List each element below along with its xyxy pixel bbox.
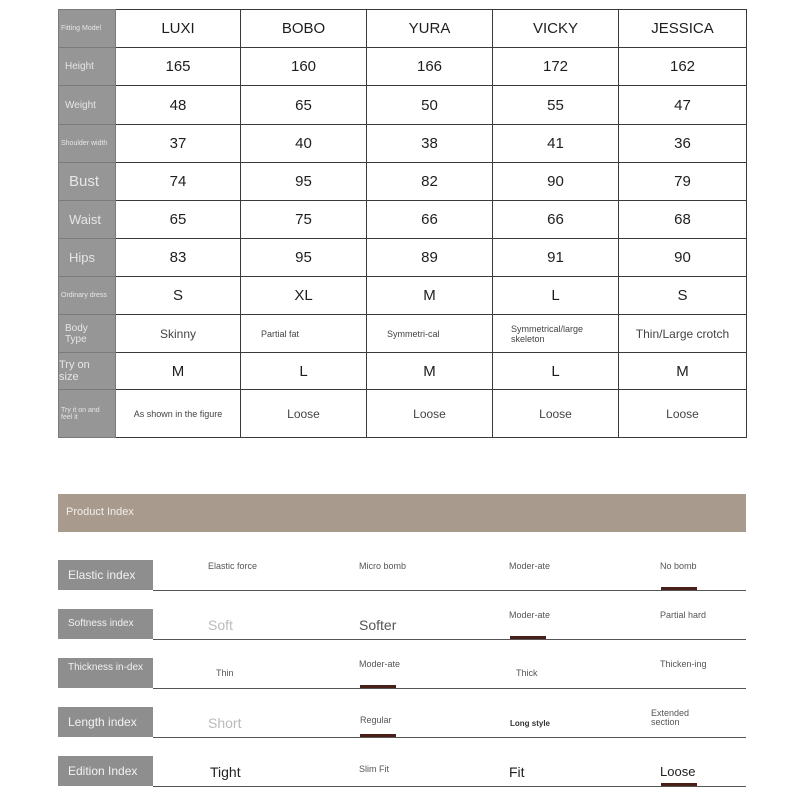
softness-index-row — [58, 609, 746, 641]
row-label: Ordinary dress — [59, 277, 116, 315]
model-name: BOBO — [241, 10, 367, 48]
index-option: Slim Fit — [359, 764, 389, 774]
table-cell: M — [619, 353, 747, 390]
table-cell: L — [493, 277, 619, 315]
table-cell: 82 — [367, 163, 493, 201]
index-option: Softer — [359, 617, 397, 633]
table-cell: Loose — [493, 390, 619, 438]
table-row — [59, 125, 747, 163]
table-cell: 162 — [619, 48, 747, 86]
table-cell: 74 — [116, 163, 241, 201]
row-label: Try on size — [59, 353, 116, 390]
index-option: Regular — [360, 715, 392, 725]
table-cell: 91 — [493, 239, 619, 277]
index-option: Partial hard — [660, 610, 707, 620]
index-option: Micro bomb — [359, 561, 407, 571]
table-cell: 40 — [241, 125, 367, 163]
index-option: Loose — [660, 764, 696, 779]
table-cell: 95 — [241, 163, 367, 201]
model-name: VICKY — [493, 10, 619, 48]
index-rule — [153, 688, 746, 689]
index-option: Moder-ate — [509, 561, 551, 571]
table-cell: 90 — [493, 163, 619, 201]
table-cell: 41 — [493, 125, 619, 163]
index-rule — [153, 639, 746, 640]
index-label: Elastic index — [58, 560, 153, 590]
table-cell: 79 — [619, 163, 747, 201]
table-cell: 50 — [367, 86, 493, 125]
index-rule — [153, 737, 746, 738]
model-name: JESSICA — [619, 10, 747, 48]
table-row — [59, 315, 747, 353]
table-cell: 75 — [241, 201, 367, 239]
table-row — [59, 277, 747, 315]
thickness-index-row — [58, 658, 746, 690]
table-row — [59, 163, 747, 201]
table-row — [59, 201, 747, 239]
row-label: Weight — [59, 86, 116, 125]
table-header-row — [59, 10, 747, 48]
table-cell: Loose — [241, 390, 367, 438]
table-cell: 90 — [619, 239, 747, 277]
table-cell: M — [367, 353, 493, 390]
index-option: Thicken-ing — [660, 659, 707, 669]
table-row — [59, 353, 747, 390]
corner-label: Fitting Model — [59, 10, 116, 48]
table-cell: Symmetri-cal — [367, 315, 493, 353]
index-option: Thick — [516, 668, 538, 678]
elastic-index-row — [58, 560, 746, 592]
table-row — [59, 239, 747, 277]
product-index-banner — [58, 494, 746, 532]
index-option: Moder-ate — [359, 659, 401, 669]
row-label: Body Type — [59, 315, 116, 353]
table-row — [59, 86, 747, 125]
table-cell: 160 — [241, 48, 367, 86]
table-cell: L — [241, 353, 367, 390]
row-label: Height — [59, 48, 116, 86]
row-label: Hips — [59, 239, 116, 277]
index-option: No bomb — [660, 561, 697, 571]
table-cell: L — [493, 353, 619, 390]
table-cell: 37 — [116, 125, 241, 163]
table-cell: 68 — [619, 201, 747, 239]
index-label: Thickness in-dex — [58, 658, 153, 688]
table-cell: As shown in the figure — [116, 390, 241, 438]
index-option: Fit — [509, 764, 525, 780]
table-cell: Skinny — [116, 315, 241, 353]
index-label: Softness index — [58, 609, 153, 639]
product-index-title: Product Index — [66, 506, 134, 518]
fitting-model-table — [58, 9, 747, 438]
table-cell: 65 — [116, 201, 241, 239]
model-name: YURA — [367, 10, 493, 48]
table-cell: 89 — [367, 239, 493, 277]
index-option: Soft — [208, 617, 233, 633]
index-option: Long style — [510, 719, 551, 728]
table-row — [59, 48, 747, 86]
index-label: Length index — [58, 707, 153, 737]
model-name: LUXI — [116, 10, 241, 48]
index-label: Edition Index — [58, 756, 153, 786]
edition-index-row — [58, 756, 746, 788]
length-index-row — [58, 707, 746, 739]
table-cell: S — [619, 277, 747, 315]
table-cell: 55 — [493, 86, 619, 125]
table-cell: S — [116, 277, 241, 315]
row-label: Shoulder width — [59, 125, 116, 163]
table-cell: 65 — [241, 86, 367, 125]
table-cell: 166 — [367, 48, 493, 86]
table-cell: Symmetrical/large skeleton — [493, 315, 619, 353]
row-label: Waist — [59, 201, 116, 239]
index-option: Tight — [210, 764, 241, 780]
table-cell: 66 — [493, 201, 619, 239]
table-cell: 83 — [116, 239, 241, 277]
row-label: Bust — [59, 163, 116, 201]
index-option: Moder-ate — [509, 610, 551, 620]
table-cell: Loose — [619, 390, 747, 438]
index-option: Thin — [216, 668, 234, 678]
index-rule — [153, 786, 746, 787]
table-cell: 95 — [241, 239, 367, 277]
table-cell: 36 — [619, 125, 747, 163]
table-cell: 172 — [493, 48, 619, 86]
row-label: Try it on and feel it — [59, 390, 116, 438]
table-cell: 165 — [116, 48, 241, 86]
table-cell: M — [116, 353, 241, 390]
index-rule — [153, 590, 746, 591]
table-cell: Loose — [367, 390, 493, 438]
table-cell: XL — [241, 277, 367, 315]
table-row — [59, 390, 747, 438]
index-option: Short — [208, 715, 242, 731]
table-cell: 47 — [619, 86, 747, 125]
table-cell: 38 — [367, 125, 493, 163]
index-option: Elastic force — [208, 561, 258, 571]
index-option: Extended section — [651, 708, 690, 727]
table-cell: 48 — [116, 86, 241, 125]
table-cell: Partial fat — [241, 315, 367, 353]
table-cell: M — [367, 277, 493, 315]
table-cell: 66 — [367, 201, 493, 239]
table-cell: Thin/Large crotch — [619, 315, 747, 353]
